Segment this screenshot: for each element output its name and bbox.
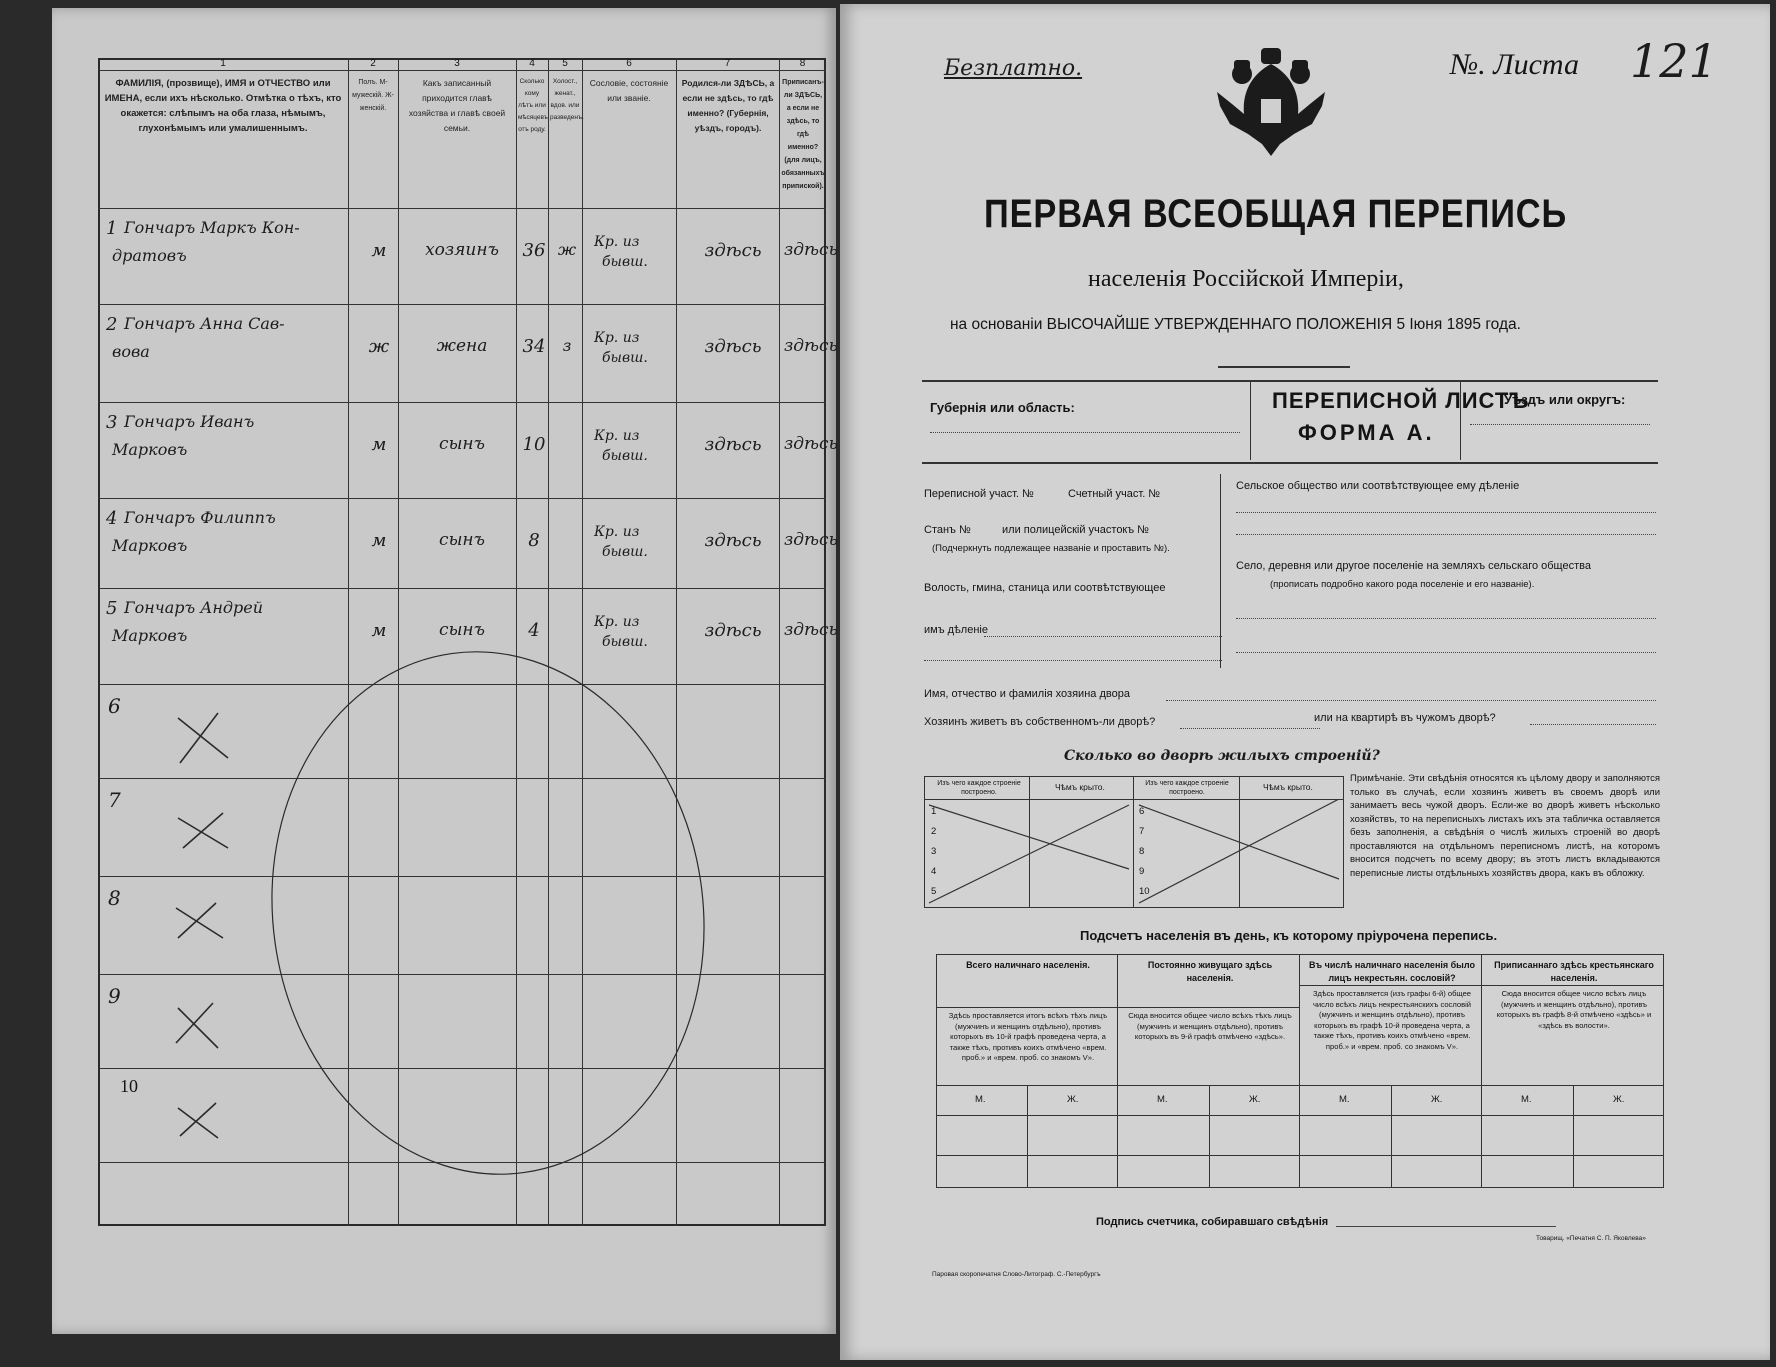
census-subtitle: населенія Россійской Имперіи, <box>1088 266 1404 292</box>
imperial-eagle-emblem <box>1212 44 1330 164</box>
ornament-divider <box>1218 366 1350 368</box>
row-number: 7 <box>108 788 121 812</box>
building-row-number: 1 <box>931 806 937 817</box>
sheet-number-label: №. Листа <box>1450 48 1579 81</box>
volost-label: Волость, гмина, станица или соотвѣтствующее <box>924 582 1166 594</box>
tally-male-header: М. <box>1339 1094 1350 1105</box>
building-row-number: 8 <box>1139 846 1145 857</box>
row-number: 6 <box>108 694 121 718</box>
volost-label-2: имъ дѣленіе <box>924 624 988 636</box>
cell-age: 8 <box>528 530 540 551</box>
buildings-table <box>924 776 1344 908</box>
census-section-label: Переписной участ. № <box>924 488 1034 500</box>
resident-name: Гончаръ Анна Сав- <box>124 314 285 333</box>
cell-sex: м <box>371 620 387 641</box>
tally-female-header: Ж. <box>1431 1094 1443 1105</box>
col-number: 7 <box>724 58 731 69</box>
owner-label: Имя, отчество и фамилія хозяина двора <box>924 688 1130 700</box>
tally-col-body: Здѣсь проставляется итогъ всѣхъ тѣхъ лицъ (мужчинъ и женщинъ отдѣльно), противъ которыхъ въ 10-й графѣ проведена черта, а также тѣхъ, противъ коихъ отмѣчено «врем. проб.» и «врем. проб. со знакомъ V». <box>948 1011 1108 1062</box>
underline-note: (Подчеркнуть подлежащее названіе и проставить №). <box>932 543 1170 554</box>
col-header-relation: Какъ записанный приходится главѣ хозяйства и главѣ своей семьи. <box>408 78 506 133</box>
count-section-label: Счетный участ. № <box>1068 488 1161 500</box>
signature-label: Подпись счетчика, собиравшаго свѣдѣнія <box>1096 1216 1329 1228</box>
cell-relation: жена <box>436 336 488 356</box>
household-table <box>98 58 838 1226</box>
police-label: или полицейскій участокъ № <box>1002 524 1149 536</box>
cell-estate: Кр. из <box>594 330 640 346</box>
col-header-marital: Холост., женат., вдов. или разведенъ. <box>550 78 584 121</box>
village-note: (прописать подробно какого рода поселеніе и его названіе). <box>1270 579 1535 590</box>
form-name: ФОРМА А. <box>1298 420 1435 445</box>
free-label: Безплатно. <box>944 56 1083 81</box>
right-page <box>840 4 1770 1360</box>
cell-relation: сынъ <box>439 620 485 640</box>
col-number: 2 <box>370 58 376 69</box>
cell-registered: здѣсь <box>784 620 838 640</box>
cell-relation: сынъ <box>439 530 485 550</box>
cell-sex: м <box>371 240 387 261</box>
province-label: Губернія или область: <box>930 400 1075 415</box>
census-basis: на основаніи ВЫСОЧАЙШЕ УТВЕРЖДЕННАГО ПОЛОЖЕНІЯ 5 Іюня 1895 года. <box>950 316 1521 333</box>
row-number: 2 <box>106 314 118 335</box>
cell-age: 36 <box>522 240 546 261</box>
row-number: 4 <box>106 508 118 529</box>
cell-born: здѣсь <box>704 530 762 551</box>
cell-estate-2: бывш. <box>602 350 648 366</box>
building-row-number: 7 <box>1139 826 1145 837</box>
tally-col-body: Сюда вносится общее число всѣхъ тѣхъ лицъ (мужчинъ и женщинъ отдѣльно), противъ которыхъ въ 9-й графѣ отмѣчено «здѣсь». <box>1128 1011 1292 1041</box>
resident-name: Гончаръ Филиппъ <box>124 508 276 527</box>
row-number: 1 <box>106 218 118 239</box>
col-number: 1 <box>220 58 226 69</box>
col-header-registered: Приписанъ-ли ЗДѢСЬ, а если не здѣсь, то гдѣ именно? (для лицъ, обязанныхъ припиской). <box>781 79 825 190</box>
cell-born: здѣсь <box>704 240 762 261</box>
district-label: Уѣздъ или округъ: <box>1504 392 1626 407</box>
row-number: 3 <box>106 412 118 433</box>
tally-col-header: Постоянно живущаго здѣсь населенія. <box>1147 960 1273 983</box>
tally-col-header: Въ числѣ наличнаго населенія было лицъ некрестьян. сословій? <box>1309 960 1475 983</box>
cell-relation: хозяинъ <box>425 240 499 260</box>
bt-col1-header: Изъ чего каждое строеніе построено. <box>937 780 1021 796</box>
cell-estate-2: бывш. <box>602 254 648 270</box>
resident-name-2: Марковъ <box>112 440 188 459</box>
col-number: 4 <box>529 58 535 69</box>
resident-name-2: Марковъ <box>112 626 188 645</box>
cell-sex: м <box>371 434 387 455</box>
building-row-number: 2 <box>931 826 937 837</box>
resident-name-2: Марковъ <box>112 536 188 555</box>
cell-relation: сынъ <box>439 434 485 454</box>
cell-estate-2: бывш. <box>602 544 648 560</box>
building-row-number: 5 <box>931 886 937 897</box>
tally-male-header: М. <box>1521 1094 1532 1105</box>
printer-right: Товарищ. «Печатня С. П. Яковлева» <box>1536 1235 1646 1242</box>
col-header-age: Сколько кому лѣтъ или мѣсяцевъ отъ роду. <box>518 78 548 133</box>
col-number: 8 <box>799 58 806 69</box>
census-title: ПЕРВАЯ ВСЕОБЩАЯ ПЕРЕПИСЬ <box>984 192 1568 236</box>
cell-sex: м <box>371 530 387 551</box>
cell-age: 4 <box>528 620 540 641</box>
or-apartment-label: или на квартирѣ въ чужомъ дворѣ? <box>1314 712 1496 724</box>
col-header-name: ФАМИЛІЯ, (прозвище), ИМЯ и ОТЧЕСТВО или ИМЕНА, если ихъ нѣсколько. Отмѣтка о тѣхъ, кто окажется: слѣпымъ на оба глаза, нѣмымъ, глухонѣмымъ или умалишеннымъ. <box>104 78 342 134</box>
village-label: Село, деревня или другое поселеніе на земляхъ сельскаго общества <box>1236 560 1591 572</box>
col-header-estate: Сословіе, состояніе или званіе. <box>589 78 669 103</box>
tally-table <box>936 954 1664 1188</box>
row-number: 9 <box>108 984 121 1008</box>
resident-name: Гончаръ Иванъ <box>124 412 255 431</box>
form-title: ПЕРЕПИСНОЙ ЛИСТЪ <box>1272 388 1530 413</box>
tally-title: Подсчетъ населенія въ день, къ которому пріурочена перепись. <box>1080 928 1498 943</box>
cell-age: 34 <box>522 336 546 357</box>
stan-label: Станъ № <box>924 524 971 536</box>
cell-born: здѣсь <box>704 434 762 455</box>
cell-estate-2: бывш. <box>602 448 648 464</box>
resident-name: Гончаръ Маркъ Кон- <box>124 218 300 237</box>
strike-marks <box>98 58 838 1226</box>
cell-marital: з <box>562 336 572 355</box>
col-number: 6 <box>626 58 632 69</box>
buildings-question: Сколько во дворѣ жилыхъ строеній? <box>1064 748 1380 764</box>
col-header-sex: Полъ. М-мужескій. Ж-женскій. <box>352 79 394 112</box>
resident-name-2: вова <box>112 342 150 361</box>
building-row-number: 6 <box>1139 806 1145 817</box>
building-row-number: 10 <box>1139 886 1150 897</box>
cell-age: 10 <box>522 434 546 455</box>
col-header-born: Родился-ли ЗДѢСЬ, а если не здѣсь, то гдѣ именно? (Губернія, уѣздъ, городъ). <box>681 78 775 133</box>
tally-female-header: Ж. <box>1067 1094 1079 1105</box>
tally-col-header: Приписаннаго здѣсь крестьянскаго населенія. <box>1494 960 1654 983</box>
bt-col2-header: Чѣмъ крыто. <box>1055 782 1105 792</box>
cell-born: здѣсь <box>704 620 762 641</box>
owner-lives-label: Хозяинъ живетъ въ собственномъ-ли дворѣ? <box>924 716 1156 728</box>
tally-col-body: Сюда вносится общее число всѣхъ лицъ (мужчинъ и женщинъ отдѣльно), противъ которыхъ въ графѣ 8-й отмѣчено «здѣсь» и «здѣсь въ волости». <box>1496 989 1652 1030</box>
tally-female-header: Ж. <box>1613 1094 1625 1105</box>
cell-born: здѣсь <box>704 336 762 357</box>
buildings-strike <box>925 799 1343 907</box>
tally-col-body: Здѣсь проставляется (изъ графы 6-й) общее число всѣхъ лицъ некрестьянскихъ сословій (мужчинъ и женщинъ отдѣльно), противъ которыхъ въ графѣ 10-й проведена черта, а также тѣхъ, противъ коихъ отмѣчено «врем. проб.» и «врем. проб. со знакомъ V». <box>1312 989 1472 1051</box>
cell-estate: Кр. из <box>594 234 640 250</box>
village-society-label: Сельское общество или соотвѣтствующее ему дѣленіе <box>1236 480 1520 492</box>
tally-female-header: Ж. <box>1249 1094 1261 1105</box>
row-number: 10 <box>120 1076 138 1096</box>
bt-col1-header-right: Изъ чего каждое строеніе построено. <box>1145 780 1229 796</box>
sheet-number-value: 121 <box>1630 34 1718 88</box>
left-page <box>52 8 836 1334</box>
resident-name-2: дратовъ <box>112 246 187 265</box>
tally-male-header: М. <box>975 1094 986 1105</box>
col-number: 3 <box>454 58 460 69</box>
row-number: 8 <box>108 886 121 910</box>
cell-estate: Кр. из <box>594 524 640 540</box>
building-row-number: 3 <box>931 846 937 857</box>
cell-sex: ж <box>368 336 390 357</box>
tally-col-header: Всего наличнаго населенія. <box>966 960 1090 970</box>
printer-left: Паровая скоропечатня Слово-Литограф. С.-Петербургъ <box>932 1271 1101 1278</box>
cell-registered: здѣсь <box>784 434 838 454</box>
tally-male-header: М. <box>1157 1094 1168 1105</box>
cell-registered: здѣсь <box>784 240 838 260</box>
cell-estate: Кр. из <box>594 614 640 630</box>
building-row-number: 4 <box>931 866 937 877</box>
cell-registered: здѣсь <box>784 530 838 550</box>
cell-estate-2: бывш. <box>602 634 648 650</box>
col-number: 5 <box>562 58 568 69</box>
buildings-note: Примѣчаніе. Эти свѣдѣнія относятся къ цѣлому двору и заполняются только въ случаѣ, если хозяинъ живетъ въ своемъ дворѣ или занимаетъ весь чужой дворъ. Если-же во дворѣ живетъ нѣсколько хозяйствъ, то на переписныхъ листахъ ихъ эта табличка оставляется безъ заполненія, а свѣдѣнія о числѣ жилыхъ строеній во дворѣ проставляются на отдѣльномъ переписномъ листѣ, на которомъ вносится подсчетъ по всему двору; въ этотъ листъ вкладываются переписные листы отдѣльныхъ хозяйствъ двора, какъ въ обложку. <box>1350 773 1660 879</box>
cell-registered: здѣсь <box>784 336 838 356</box>
building-row-number: 9 <box>1139 866 1145 877</box>
cell-estate: Кр. из <box>594 428 640 444</box>
row-number: 5 <box>106 598 118 619</box>
cell-marital: ж <box>557 240 577 259</box>
bt-col2-header-right: Чѣмъ крыто. <box>1263 782 1313 792</box>
resident-name: Гончаръ Андрей <box>124 598 264 617</box>
